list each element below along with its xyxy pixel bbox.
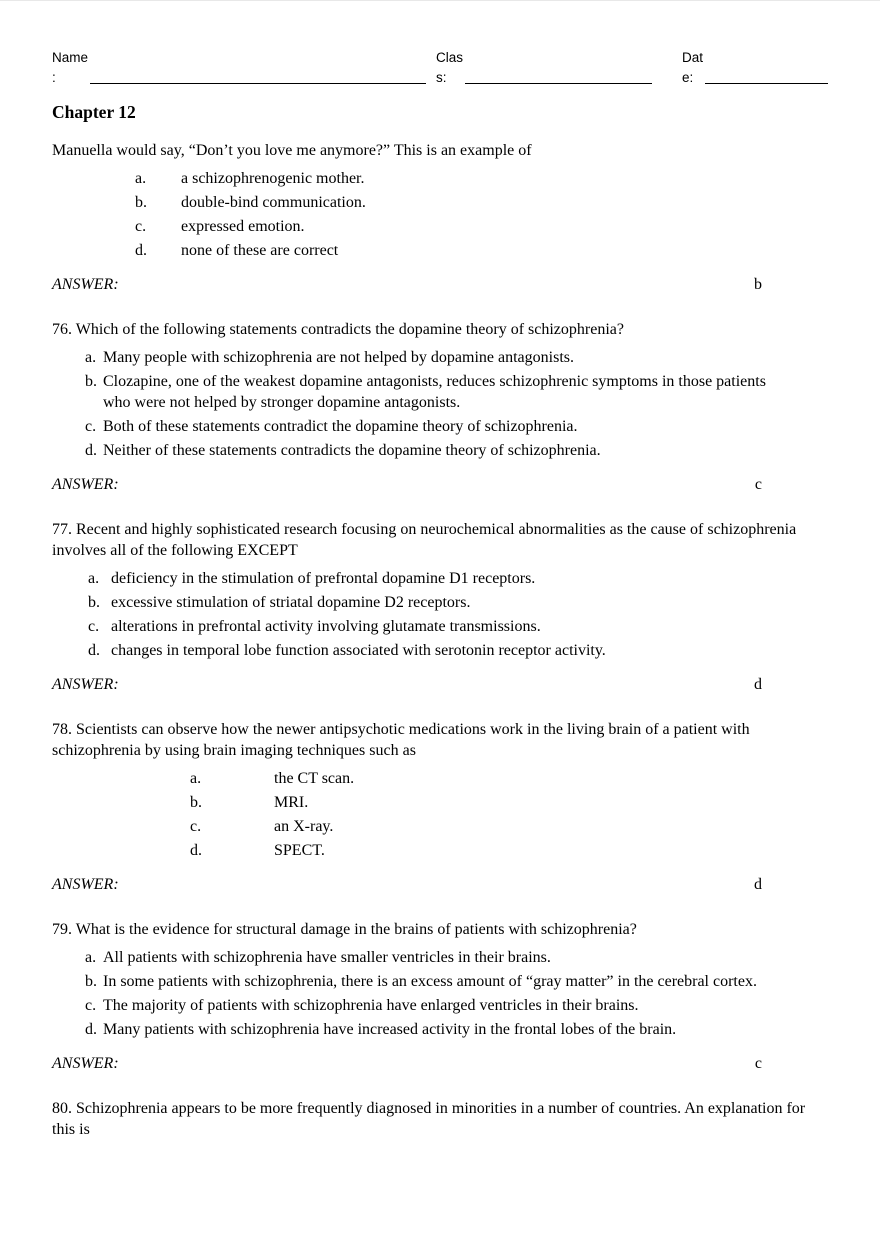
option-letter: b. bbox=[85, 373, 97, 390]
option-text: In some patients with schizophrenia, there is an excess amount of “gray matter” in the cerebral cortex. bbox=[103, 973, 757, 990]
option-text: Both of these statements contradict the dopamine theory of schizophrenia. bbox=[103, 418, 578, 435]
answer-row bbox=[52, 1053, 828, 1074]
name-label bbox=[52, 48, 88, 88]
option bbox=[52, 947, 828, 968]
option-letter: a. bbox=[85, 349, 97, 366]
option bbox=[52, 616, 828, 637]
option-letter: c. bbox=[190, 818, 202, 835]
date-fill-line bbox=[705, 83, 828, 84]
answer-value: b bbox=[754, 276, 762, 293]
date-label bbox=[682, 48, 703, 88]
option bbox=[52, 971, 828, 992]
options-list bbox=[52, 568, 828, 661]
option-letter: d. bbox=[135, 242, 147, 259]
option-letter: a. bbox=[85, 949, 97, 966]
option bbox=[52, 995, 828, 1016]
option-letter: c. bbox=[85, 997, 97, 1014]
option bbox=[52, 768, 828, 789]
option-text: Many people with schizophrenia are not helped by dopamine antagonists. bbox=[103, 349, 574, 366]
question-text: 80. Schizophrenia appears to be more frequently diagnosed in minorities in a number of countries. An explanation for this is bbox=[52, 1100, 806, 1138]
question-text: 78. Scientists can observe how the newer antipsychotic medications work in the living brain of a patient with schizophrenia by using brain imaging techniques such as bbox=[52, 721, 750, 759]
option bbox=[52, 192, 828, 213]
option-text: SPECT. bbox=[274, 842, 325, 859]
option-letter: c. bbox=[135, 218, 147, 235]
name-label-bottom: : bbox=[52, 70, 56, 85]
answer-value: c bbox=[754, 476, 762, 493]
option-letter: c. bbox=[85, 418, 97, 435]
option-letter: b. bbox=[85, 973, 97, 990]
header-row bbox=[52, 48, 828, 88]
date-field bbox=[682, 48, 828, 88]
answer-value: d bbox=[754, 876, 762, 893]
option bbox=[52, 1019, 828, 1040]
question-text: 79. What is the evidence for structural damage in the brains of patients with schizophrenia? bbox=[52, 921, 637, 938]
options-list bbox=[52, 768, 828, 861]
option-text: Many patients with schizophrenia have increased activity in the frontal lobes of the brain. bbox=[103, 1021, 677, 1038]
answer-row bbox=[52, 874, 828, 895]
option-text: changes in temporal lobe function associated with serotonin receptor activity. bbox=[111, 642, 606, 659]
answer-row bbox=[52, 474, 828, 495]
option-letter: d. bbox=[85, 1021, 97, 1038]
option-text: an X-ray. bbox=[274, 818, 334, 835]
question-text: 77. Recent and highly sophisticated research focusing on neurochemical abnormalities as the cause of schizophrenia involves all of the following EXCEPT bbox=[52, 521, 797, 559]
name-fill-line bbox=[90, 83, 426, 84]
class-label bbox=[436, 48, 463, 88]
option bbox=[52, 568, 828, 589]
option bbox=[52, 216, 828, 237]
option bbox=[52, 416, 828, 437]
answer-label: ANSWER: bbox=[52, 876, 119, 893]
option-letter: d. bbox=[85, 442, 97, 459]
option-text: deficiency in the stimulation of prefrontal dopamine D1 receptors. bbox=[111, 570, 536, 587]
question-text: 76. Which of the following statements contradicts the dopamine theory of schizophrenia? bbox=[52, 321, 624, 338]
name-label-top: Name bbox=[52, 50, 89, 65]
option bbox=[52, 592, 828, 613]
date-label-bottom: e: bbox=[682, 70, 694, 85]
chapter-title: Chapter 12 bbox=[52, 102, 136, 122]
option bbox=[52, 240, 828, 261]
option-letter: c. bbox=[88, 618, 100, 635]
option-text: MRI. bbox=[274, 794, 309, 811]
option bbox=[52, 371, 828, 413]
option-letter: a. bbox=[135, 170, 147, 187]
name-field bbox=[52, 48, 426, 88]
option-text: The majority of patients with schizophrenia have enlarged ventricles in their brains. bbox=[103, 997, 639, 1014]
answer-label: ANSWER: bbox=[52, 476, 119, 493]
class-field bbox=[436, 48, 652, 88]
option-text: alterations in prefrontal activity involving glutamate transmissions. bbox=[111, 618, 541, 635]
option bbox=[52, 347, 828, 368]
question-block bbox=[52, 519, 828, 695]
option-letter: b. bbox=[135, 194, 147, 211]
option-text: All patients with schizophrenia have smaller ventricles in their brains. bbox=[103, 949, 551, 966]
question-block bbox=[52, 1098, 828, 1140]
question-text: Manuella would say, “Don’t you love me anymore?” This is an example of bbox=[52, 142, 532, 159]
option-letter: d. bbox=[190, 842, 202, 859]
class-fill-line bbox=[465, 83, 652, 84]
question-block bbox=[52, 319, 828, 495]
option-text: excessive stimulation of striatal dopamine D2 receptors. bbox=[111, 594, 471, 611]
date-label-top: Dat bbox=[682, 50, 704, 65]
option-letter: a. bbox=[88, 570, 100, 587]
option-text: Clozapine, one of the weakest dopamine antagonists, reduces schizophrenic symptoms in those patients who were not helped by stronger dopamine antagonists. bbox=[103, 373, 766, 411]
option-text: a schizophrenogenic mother. bbox=[181, 170, 365, 187]
answer-value: c bbox=[754, 1055, 762, 1072]
question-block bbox=[52, 140, 828, 295]
option-letter: b. bbox=[190, 794, 202, 811]
option-text: none of these are correct bbox=[181, 242, 339, 259]
question-block bbox=[52, 919, 828, 1074]
options-list bbox=[52, 168, 828, 261]
option-letter: d. bbox=[88, 642, 100, 659]
answer-label: ANSWER: bbox=[52, 1055, 119, 1072]
options-list bbox=[52, 347, 828, 461]
option-text: the CT scan. bbox=[274, 770, 355, 787]
option-text: double-bind communication. bbox=[181, 194, 366, 211]
question-block bbox=[52, 719, 828, 895]
class-label-bottom: s: bbox=[436, 70, 447, 85]
answer-label: ANSWER: bbox=[52, 276, 119, 293]
option-letter: a. bbox=[190, 770, 202, 787]
option bbox=[52, 840, 828, 861]
page-top-edge bbox=[0, 0, 880, 1]
option-text: Neither of these statements contradicts the dopamine theory of schizophrenia. bbox=[103, 442, 601, 459]
answer-label: ANSWER: bbox=[52, 676, 119, 693]
option-letter: b. bbox=[88, 594, 100, 611]
option-text: expressed emotion. bbox=[181, 218, 305, 235]
options-list bbox=[52, 947, 828, 1040]
class-label-top: Clas bbox=[436, 50, 464, 65]
answer-row bbox=[52, 274, 828, 295]
answer-value: d bbox=[754, 676, 762, 693]
option bbox=[52, 792, 828, 813]
option bbox=[52, 440, 828, 461]
answer-row bbox=[52, 674, 828, 695]
option bbox=[52, 168, 828, 189]
option bbox=[52, 816, 828, 837]
option bbox=[52, 640, 828, 661]
